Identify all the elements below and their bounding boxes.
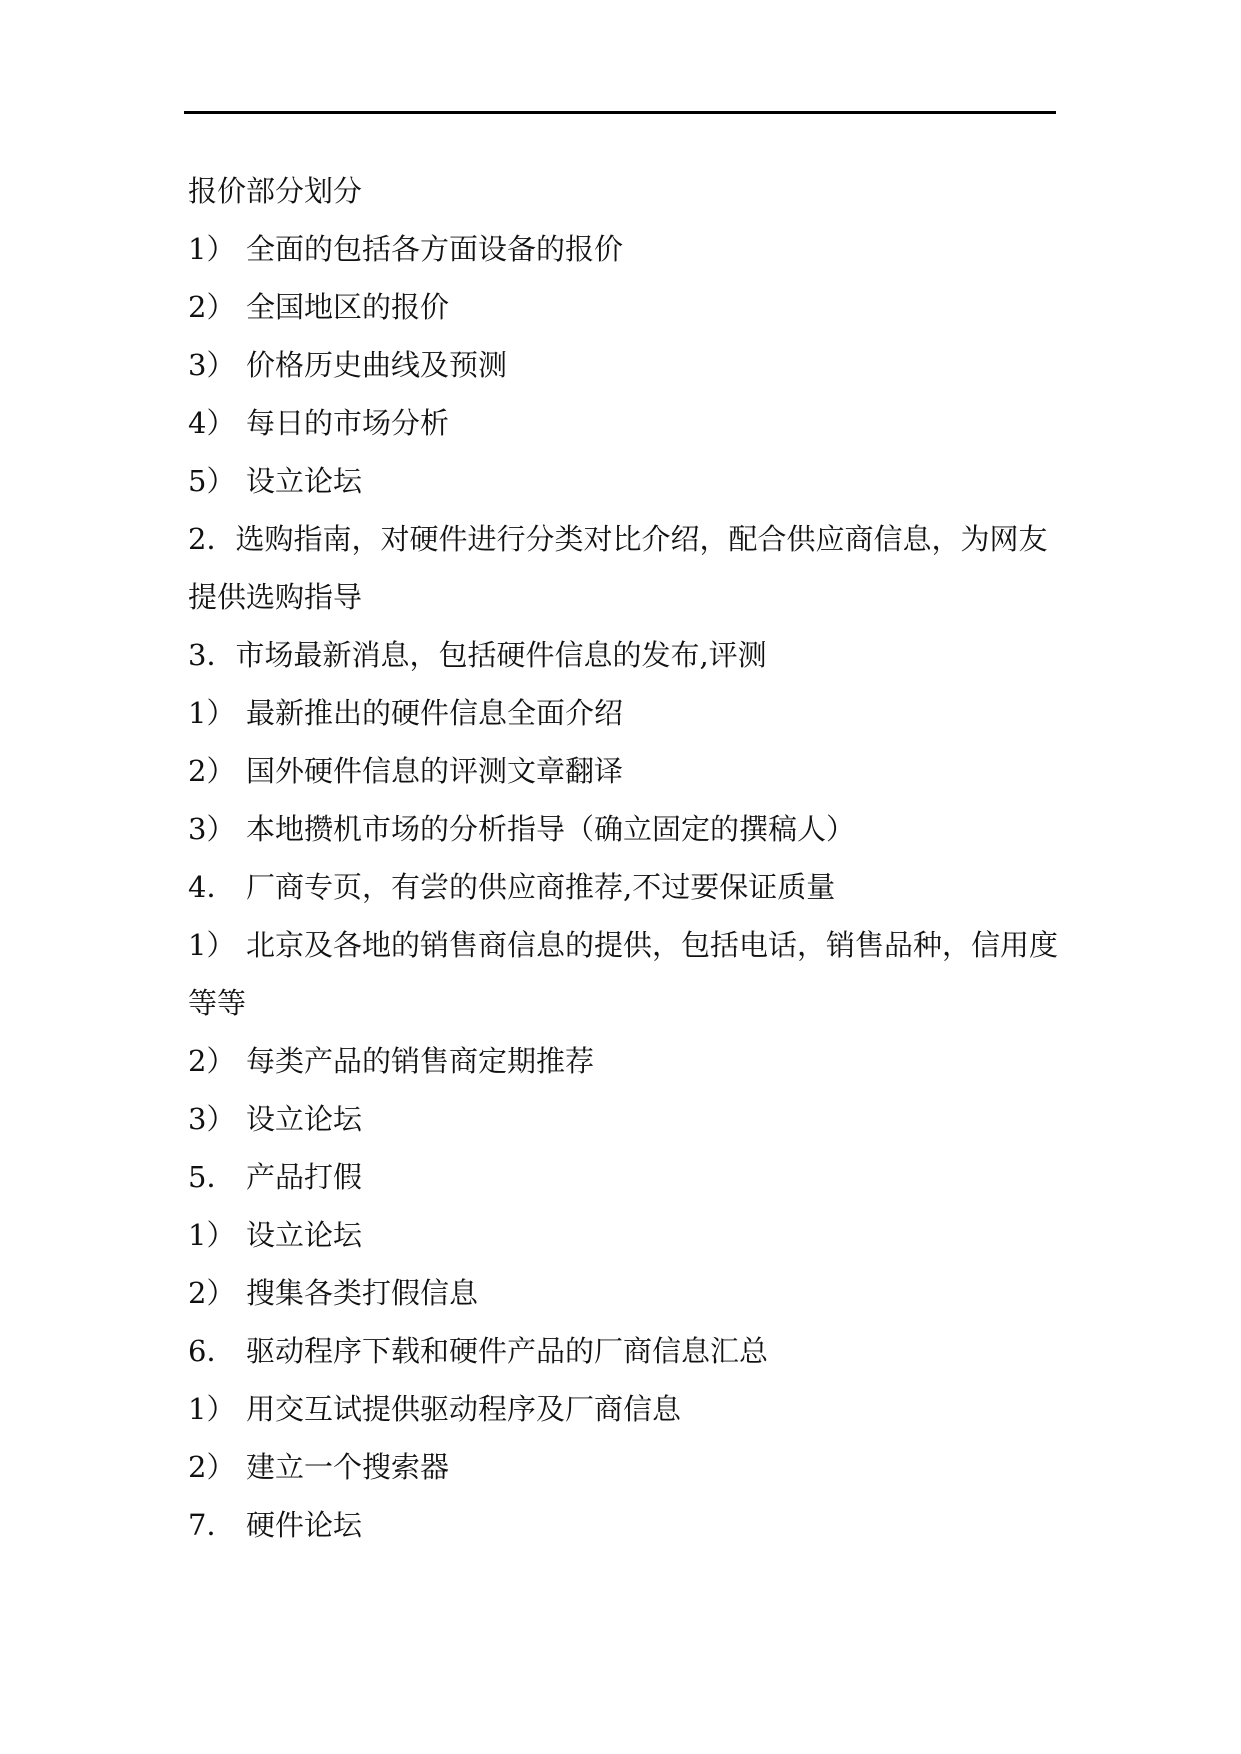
section-item — [188, 626, 1060, 684]
section-item — [188, 510, 1060, 626]
item-number: 6． — [188, 1334, 236, 1368]
item-text: 全国地区的报价 — [246, 290, 450, 324]
list-item — [188, 916, 1060, 1032]
item-number: 2） — [188, 1044, 236, 1078]
item-number: 3． — [188, 638, 236, 672]
item-text: 设立论坛 — [246, 464, 363, 498]
list-item — [188, 1206, 1060, 1264]
item-text: 每类产品的销售商定期推荐 — [246, 1044, 595, 1078]
item-number: 1） — [188, 696, 236, 730]
list-item — [188, 336, 1060, 394]
item-number: 1） — [188, 232, 236, 266]
item-text: 产品打假 — [246, 1160, 363, 1194]
item-number: 7． — [188, 1508, 236, 1542]
item-number: 3） — [188, 812, 236, 846]
item-text: 用交互试提供驱动程序及厂商信息 — [246, 1392, 682, 1426]
item-number: 1） — [188, 1218, 236, 1252]
item-text: 价格历史曲线及预测 — [246, 348, 508, 382]
item-number: 3） — [188, 348, 236, 382]
item-text: 驱动程序下载和硬件产品的厂商信息汇总 — [246, 1334, 769, 1368]
item-number: 2． — [188, 522, 236, 556]
document-body — [188, 162, 1060, 1554]
list-item — [188, 1090, 1060, 1148]
item-number: 2） — [188, 1276, 236, 1310]
heading-text: 报价部分划分 — [188, 174, 363, 208]
list-item — [188, 278, 1060, 336]
item-text: 设立论坛 — [246, 1102, 363, 1136]
section-item — [188, 858, 1060, 916]
list-item — [188, 452, 1060, 510]
item-text: 国外硬件信息的评测文章翻译 — [246, 754, 624, 788]
item-text: 厂商专页，有尝的供应商推荐,不过要保证质量 — [246, 870, 836, 904]
item-text: 市场最新消息，包括硬件信息的发布,评测 — [235, 638, 767, 672]
item-number: 4） — [188, 406, 236, 440]
item-number: 2） — [188, 1450, 236, 1484]
list-item — [188, 1438, 1060, 1496]
item-number: 1） — [188, 928, 236, 962]
section-heading — [188, 162, 1060, 220]
item-text: 最新推出的硬件信息全面介绍 — [246, 696, 624, 730]
item-text: 设立论坛 — [246, 1218, 363, 1252]
item-text: 搜集各类打假信息 — [246, 1276, 479, 1310]
list-item — [188, 1032, 1060, 1090]
section-item — [188, 1496, 1060, 1554]
item-number: 2） — [188, 290, 236, 324]
item-number: 3） — [188, 1102, 236, 1136]
item-number: 2） — [188, 754, 236, 788]
item-number: 5． — [188, 1160, 236, 1194]
section-item — [188, 1148, 1060, 1206]
list-item — [188, 800, 1060, 858]
item-text: 硬件论坛 — [246, 1508, 363, 1542]
item-number: 5） — [188, 464, 236, 498]
list-item — [188, 220, 1060, 278]
list-item — [188, 394, 1060, 452]
list-item — [188, 684, 1060, 742]
item-text: 每日的市场分析 — [246, 406, 450, 440]
item-number: 1） — [188, 1392, 236, 1426]
item-text: 本地攒机市场的分析指导（确立固定的撰稿人） — [246, 812, 856, 846]
header-rule — [184, 111, 1056, 114]
item-text: 选购指南，对硬件进行分类对比介绍，配合供应商信息，为网友提供选购指导 — [188, 522, 1048, 614]
item-text: 全面的包括各方面设备的报价 — [246, 232, 624, 266]
list-item — [188, 1380, 1060, 1438]
list-item — [188, 742, 1060, 800]
item-number: 4． — [188, 870, 236, 904]
item-text: 北京及各地的销售商信息的提供，包括电话，销售品种，信用度等等 — [188, 928, 1059, 1020]
section-item — [188, 1322, 1060, 1380]
item-text: 建立一个搜索器 — [246, 1450, 450, 1484]
list-item — [188, 1264, 1060, 1322]
